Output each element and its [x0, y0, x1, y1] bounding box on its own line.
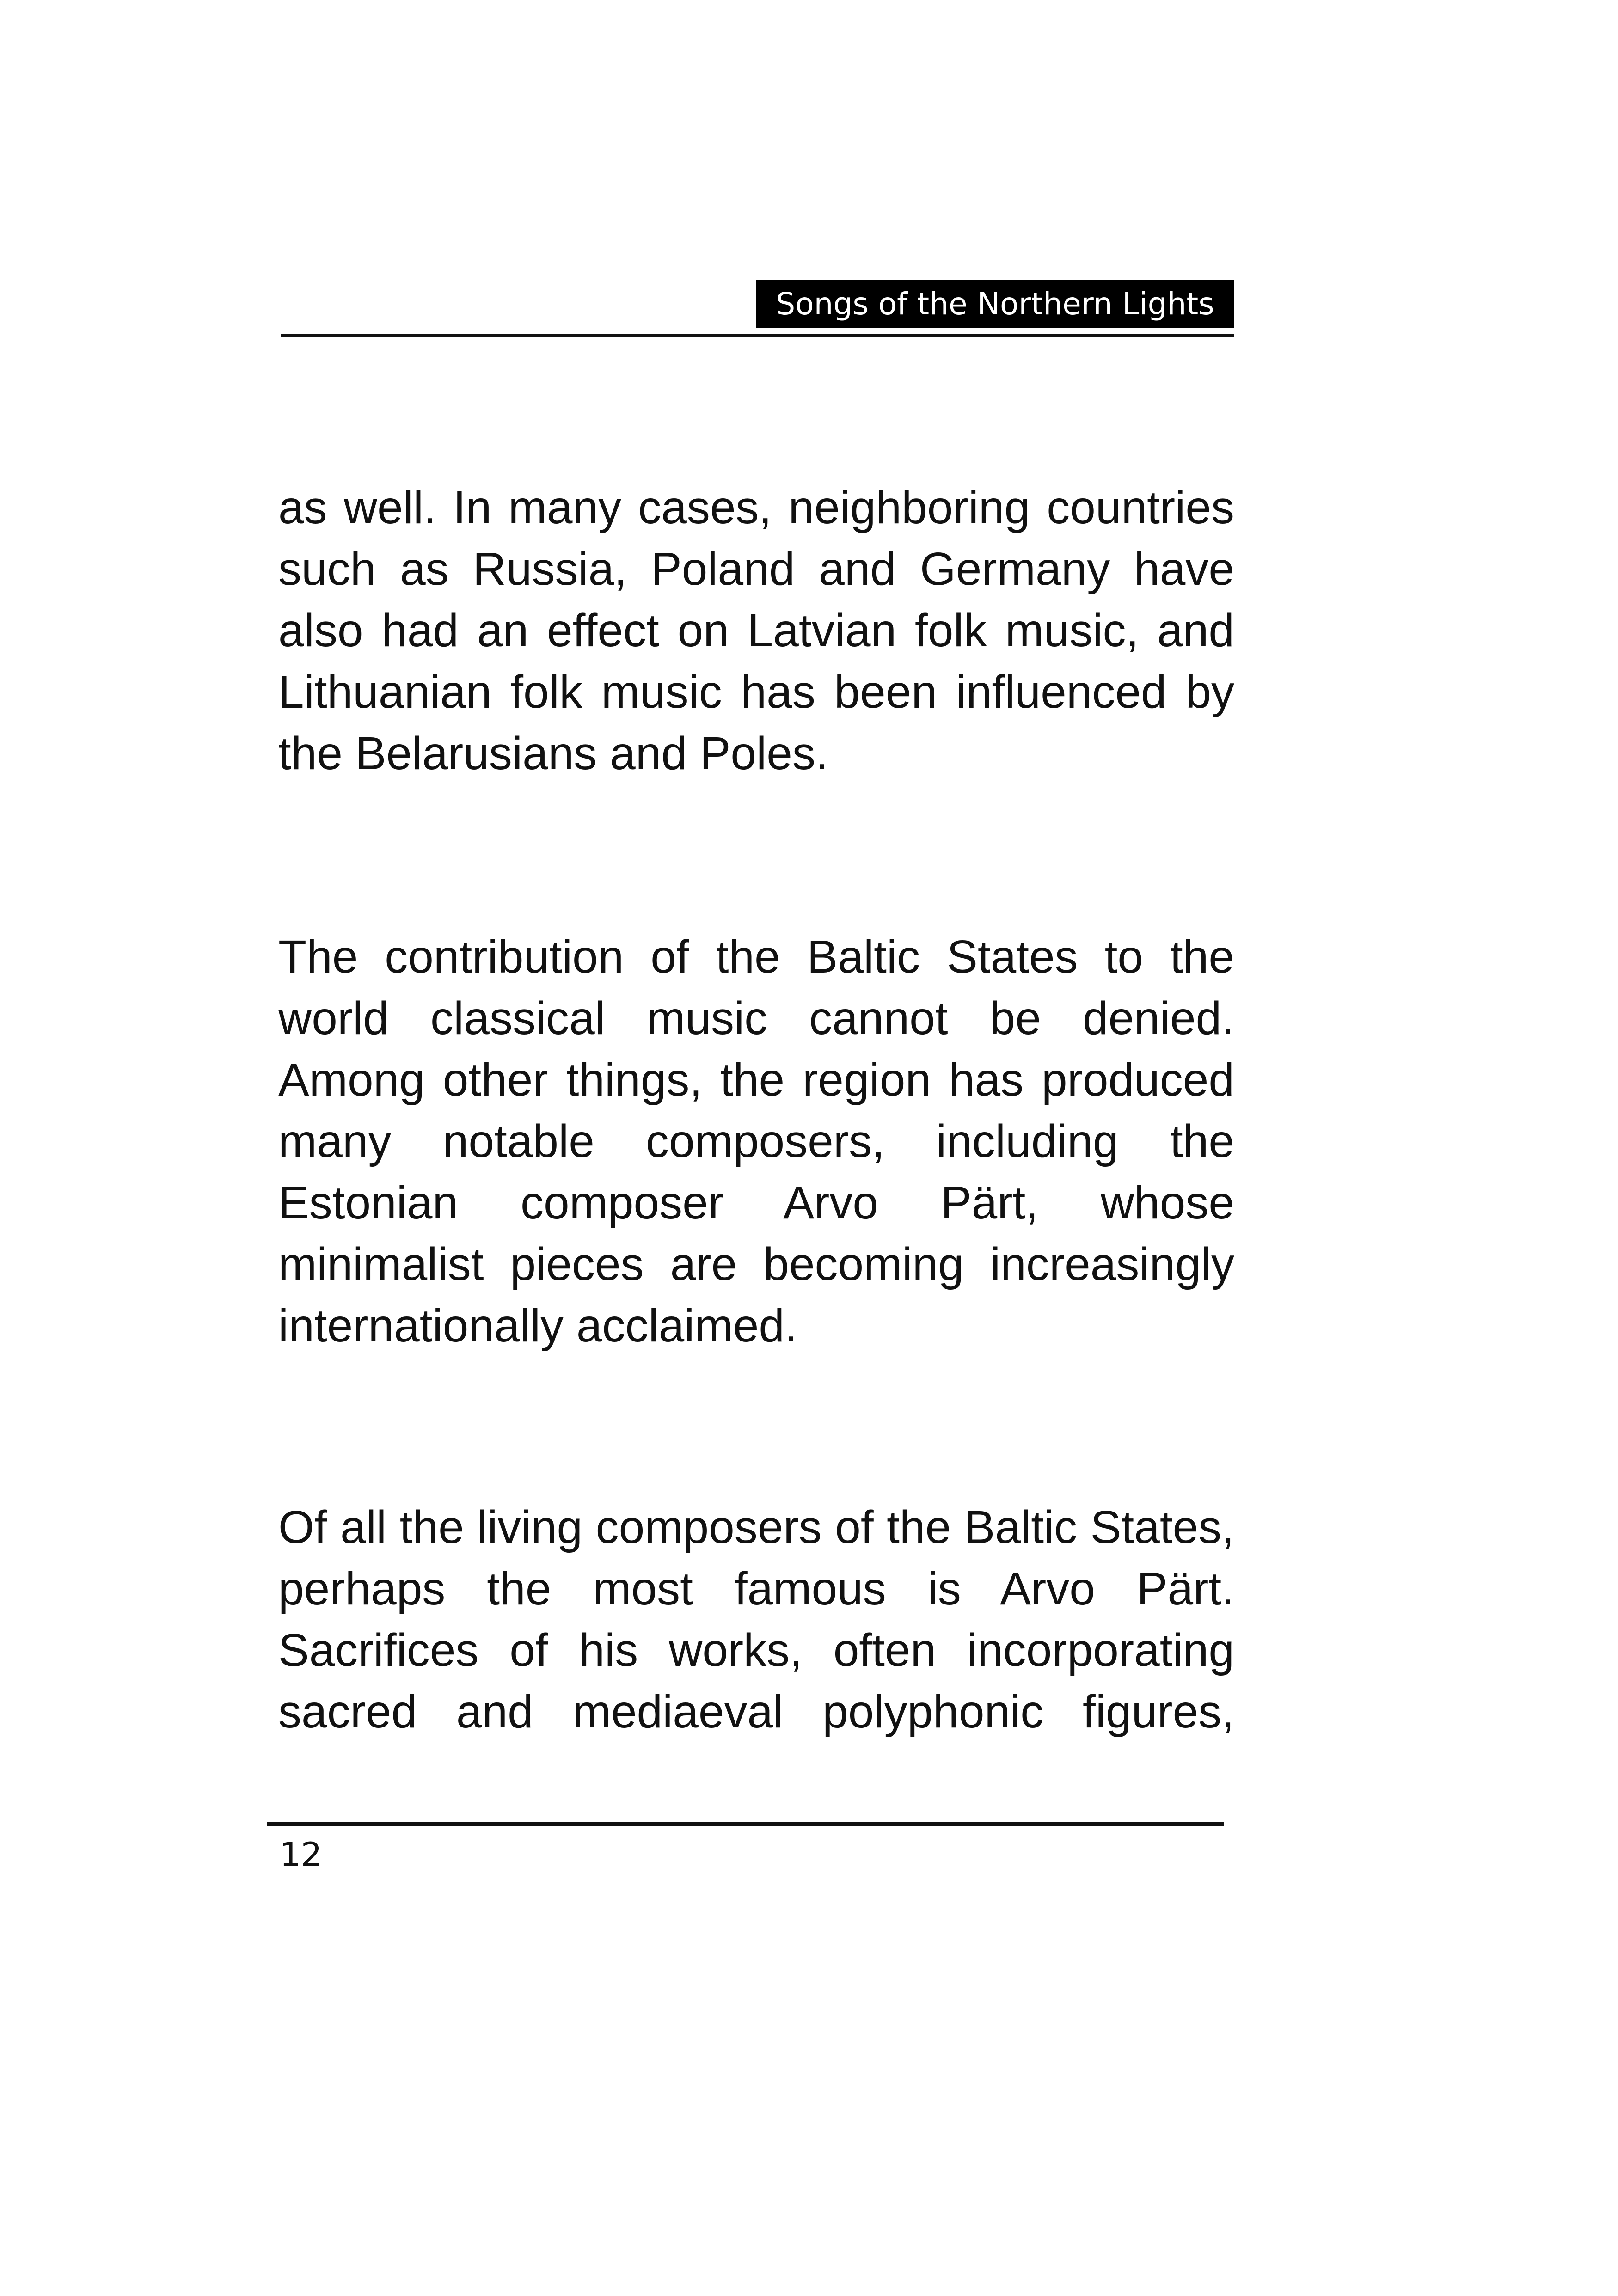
running-header-title: Songs of the Northern Lights [756, 280, 1234, 328]
body-paragraph-2: The contribution of the Baltic States to the world classical music cannot be denied. Among other things, the region has produced many notable composers, including the Estonian composer Arvo Pärt, whose minimalist pieces are becoming increasingly internationally acclaimed. [278, 931, 1234, 1352]
body-paragraph-1: as well. In many cases, neighboring countries such as Russia, Poland and Germany have also had an effect on Latvian folk music, and Lithuanian folk music has been influenced by the Belarusians and Poles. [278, 482, 1234, 779]
body-paragraph-3: Of all the living composers of the Baltic States, perhaps the most famous is Arvo Pärt. Sacrifices of his works, often incorporating sacred and mediaeval polyphonic figures, [278, 1501, 1234, 1738]
header-divider [281, 334, 1234, 337]
page-number: 12 [280, 1835, 322, 1874]
footer-divider [267, 1822, 1224, 1826]
